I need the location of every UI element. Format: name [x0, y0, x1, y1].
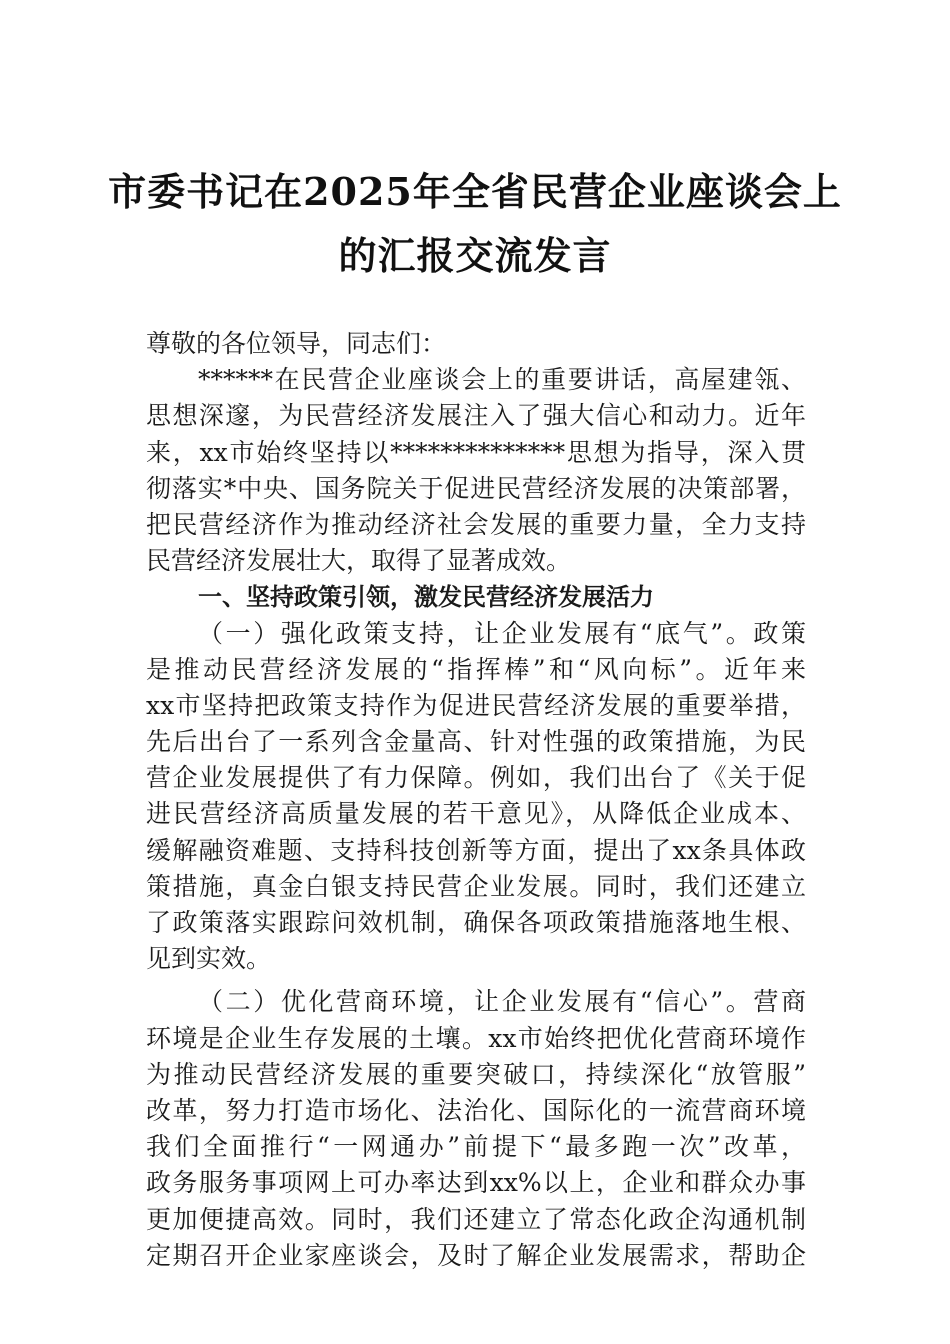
paragraph-line: 改革，努力打造市场化、法治化、国际化的一流营商环境: [146, 1095, 806, 1125]
paragraph-spacer: [146, 977, 806, 984]
paragraph-line: 缓解融资难题、支持科技创新等方面，提出了xx条具体政: [146, 835, 806, 865]
paragraph-line: 了政策落实跟踪问效机制，确保各项政策措施落地生根、: [146, 908, 806, 937]
paragraph-line: （二）优化营商环境，让企业发展有“信心”。营商: [198, 987, 806, 1017]
paragraph-line: 策措施，真金白银支持民营企业发展。同时，我们还建立: [146, 871, 806, 901]
intro-line: 把民营经济作为推动经济社会发展的重要力量，全力支持: [146, 509, 806, 539]
paragraph-line: 进民营经济高质量发展的若干意见》，从降低企业成本、: [146, 799, 806, 829]
paragraph-line: 先后出台了一系列含金量高、针对性强的政策措施，为民: [146, 727, 806, 757]
paragraph-line: 营企业发展提供了有力保障。例如，我们出台了《关于促: [146, 763, 806, 793]
paragraph-line: 为推动民营经济发展的重要突破口，持续深化“放管服”: [146, 1059, 806, 1089]
intro-line: 思想深邃，为民营经济发展注入了强大信心和动力。近年: [146, 401, 806, 431]
salutation: 尊敬的各位领导，同志们：: [146, 329, 447, 358]
section-heading: 一、坚持政策引领，激发民营经济发展活力: [198, 583, 654, 612]
document-title: [0, 160, 950, 288]
document-body: [146, 326, 806, 1274]
title-line-1: 市委书记在2025年全省民营企业座谈会上: [108, 169, 842, 214]
paragraph-line: 定期召开企业家座谈会，及时了解企业发展需求，帮助企: [146, 1240, 806, 1270]
intro-line: ******在民营企业座谈会上的重要讲话，高屋建瓴、: [198, 365, 806, 395]
title-line-2: 的汇报交流发言: [338, 233, 612, 278]
paragraph-line: xx市坚持把政策支持作为促进民营经济发展的重要举措，: [146, 690, 806, 720]
intro-line: 民营经济发展壮大，取得了显著成效。: [146, 546, 572, 576]
paragraph-line: 更加便捷高效。同时，我们还建立了常态化政企沟通机制: [146, 1204, 806, 1234]
paragraph-line: 见到实效。: [146, 944, 272, 974]
paragraph-line: 我们全面推行“一网通办”前提下“最多跑一次”改革，: [146, 1132, 806, 1162]
paragraph-line: （一）强化政策支持，让企业发展有“底气”。政策: [198, 618, 806, 648]
paragraph-line: 政务服务事项网上可办率达到xx%以上，企业和群众办事: [146, 1168, 806, 1198]
paragraph-line: 环境是企业生存发展的土壤。xx市始终把优化营商环境作: [146, 1023, 806, 1053]
paragraph-line: 是推动民营经济发展的“指挥棒”和“风向标”。近年来: [146, 654, 806, 684]
intro-line: 彻落实*中央、国务院关于促进民营经济发展的决策部署，: [146, 473, 806, 503]
intro-line: 来，xx市始终坚持以**************思想为指导，深入贯: [146, 437, 806, 467]
